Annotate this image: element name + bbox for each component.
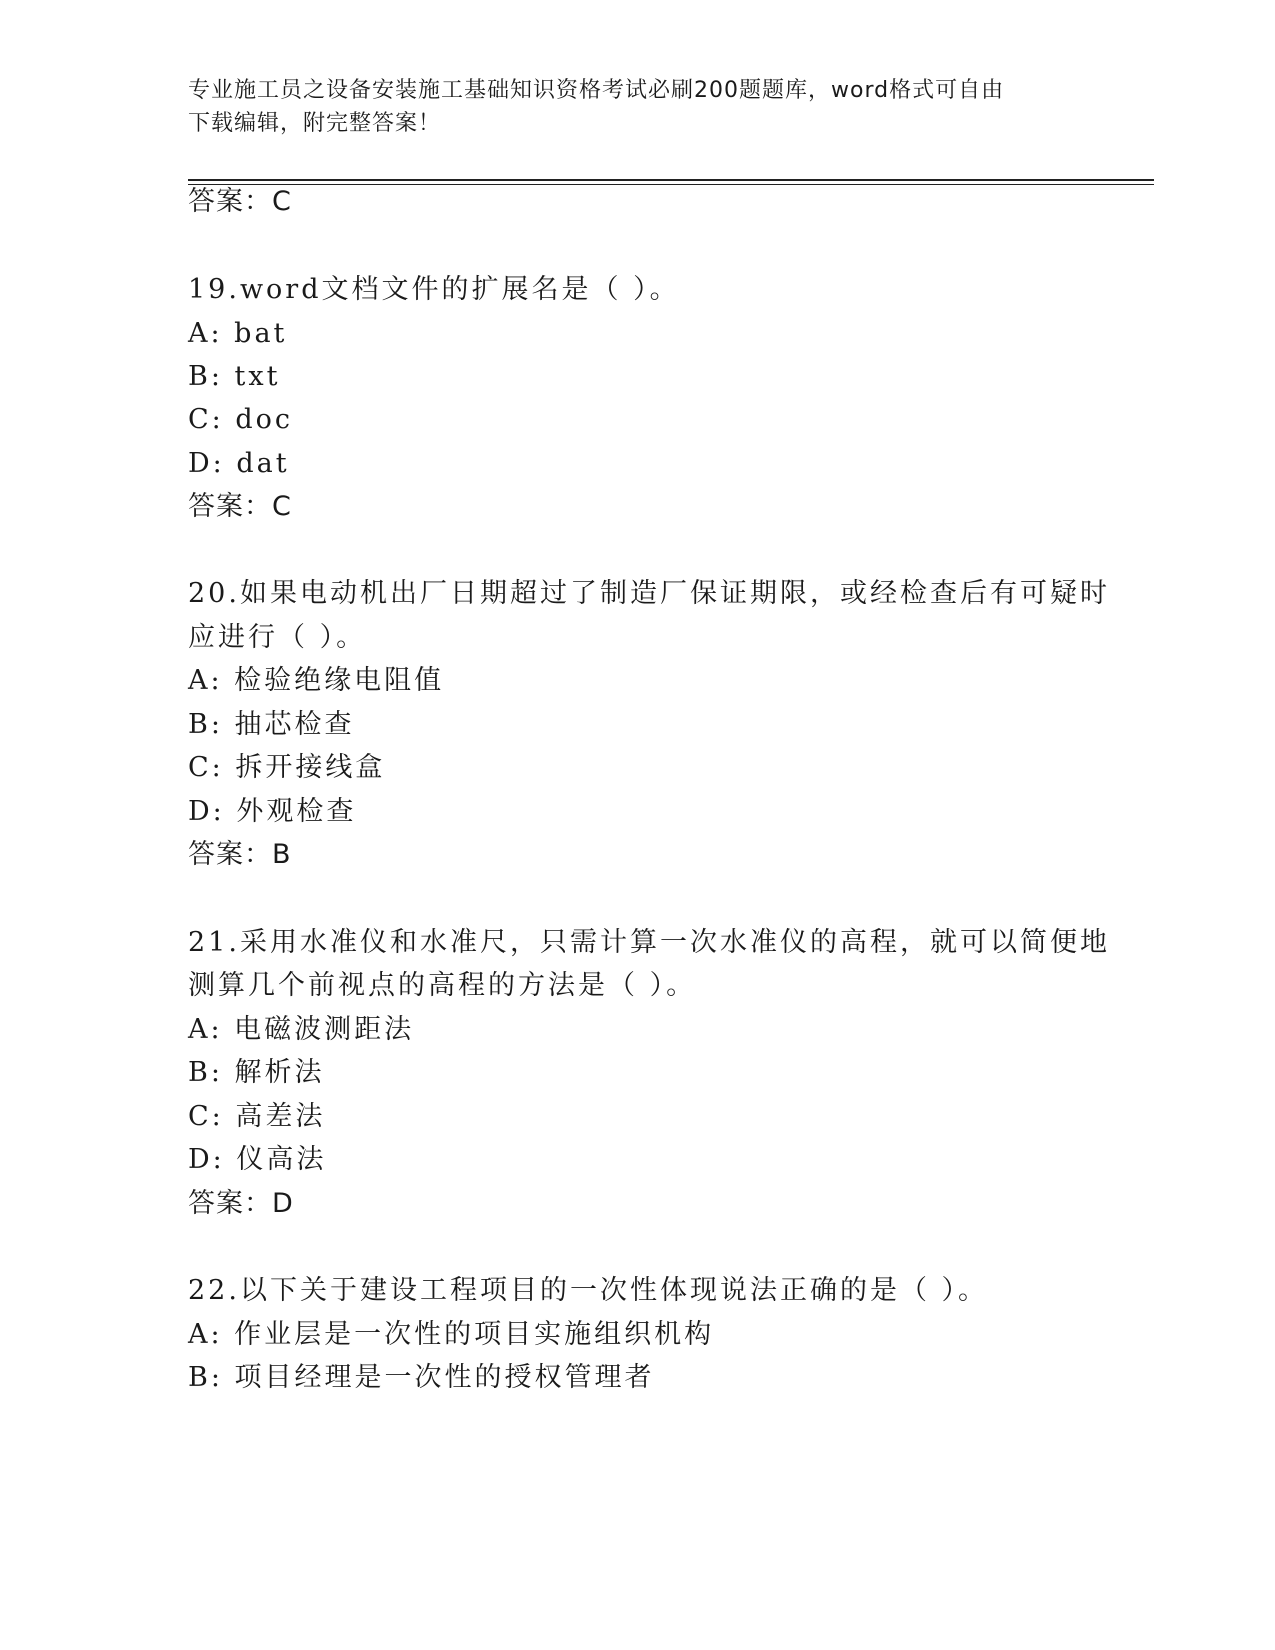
header-line-2: 下载编辑，附完整答案！ <box>188 111 442 136</box>
option-a: A: 检验绝缘电阻值 <box>188 665 445 696</box>
option-d: D: 外观检查 <box>188 796 357 827</box>
option-d: D: 仪高法 <box>188 1144 327 1175</box>
option-a: A: 作业层是一次性的项目实施组织机构 <box>188 1319 715 1350</box>
answer-line: 答案：B <box>188 839 292 870</box>
question-title: 21.采用水准仪和水准尺，只需计算一次水准仪的高程，就可以简便地 <box>188 927 1110 958</box>
option-c: C: doc <box>188 404 293 435</box>
option-b: B: txt <box>188 361 281 392</box>
option-a: A: 电磁波测距法 <box>188 1014 415 1045</box>
question-title: 22.以下关于建设工程项目的一次性体现说法正确的是（ ）。 <box>188 1275 989 1306</box>
document-header <box>188 74 1088 140</box>
header-line-1: 专业施工员之设备安装施工基础知识资格考试必刷200题题库，word格式可自由 <box>188 78 1005 103</box>
header-rule-thick <box>188 179 1154 181</box>
question-title-continued: 应进行（ ）。 <box>188 622 367 653</box>
question-title-continued: 测算几个前视点的高程的方法是（ ）。 <box>188 970 697 1001</box>
answer-line: 答案：D <box>188 1188 294 1219</box>
answer-line: 答案：C <box>188 186 292 217</box>
option-c: C: 拆开接线盒 <box>188 752 386 783</box>
option-d: D: dat <box>188 448 290 479</box>
question-title: 19.word文档文件的扩展名是（ ）。 <box>188 274 680 305</box>
option-b: B: 项目经理是一次性的授权管理者 <box>188 1362 655 1393</box>
question-title: 20.如果电动机出厂日期超过了制造厂保证期限，或经检查后有可疑时 <box>188 578 1110 609</box>
option-b: B: 抽芯检查 <box>188 709 355 740</box>
option-b: B: 解析法 <box>188 1057 325 1088</box>
header-rule-thin <box>188 184 1154 185</box>
answer-line: 答案：C <box>188 491 292 522</box>
option-c: C: 高差法 <box>188 1101 326 1132</box>
option-a: A: bat <box>188 318 288 349</box>
